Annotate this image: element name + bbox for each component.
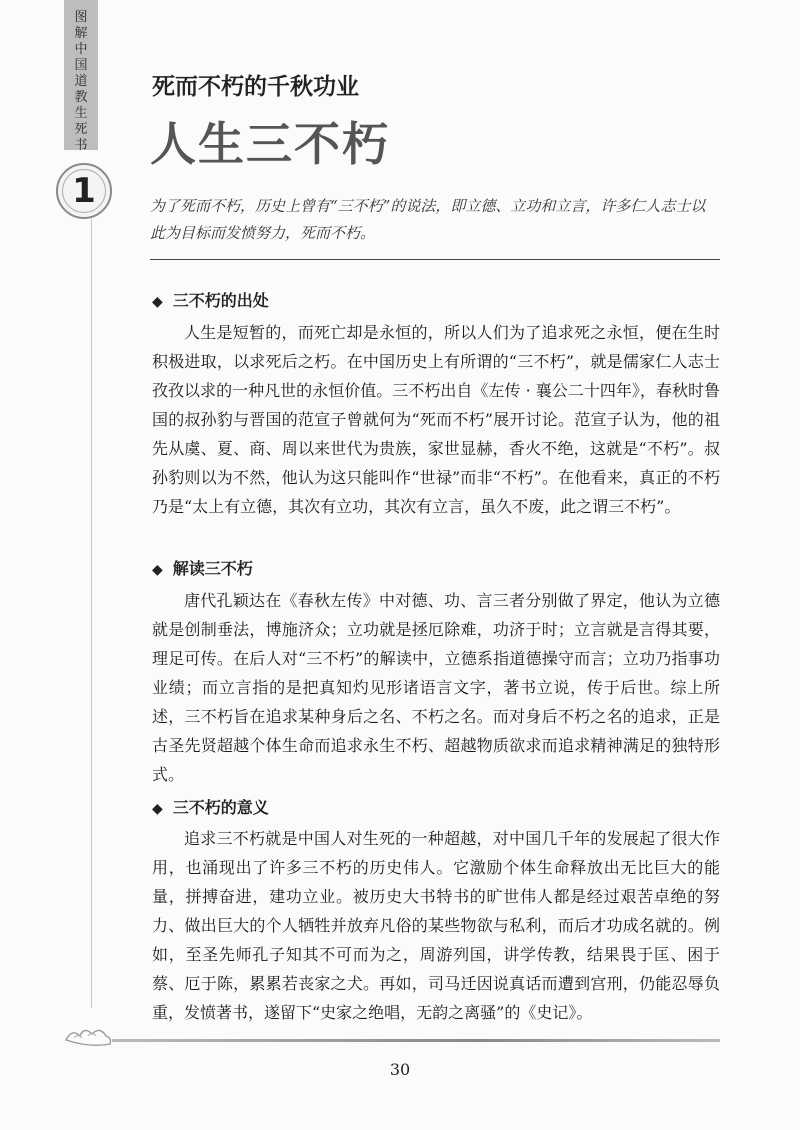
section-text-origin: 人生是短暂的，而死亡却是永恒的，所以人们为了追求死之永恒，便在生时积极进取，以求死后之朽。在中国历史上有所谓的“三不朽”，就是儒家仁人志士孜孜以求的一种凡世的永恒价值。三不朽出自《左传 · 襄公二十四年》，春秋时鲁国的叔孙豹与晋国的范宣子曾就何为“死而不朽”展开讨论。范宣子认为，他的祖先从虞、夏、商、周以来世代为贵族，家世显赫，香火不绝，这就是“不朽”。叔孙豹则以为不然，他认为这只能叫作“世禄”而非“不朽”。在他看来，真正的不朽乃是“太上有立德，其次有立功，其次有立言，虽久不废，此之谓三不朽”。 — [152, 323, 720, 516]
page-subtitle: 死而不朽的千秋功业 — [152, 74, 359, 100]
intro-text: 为了死而不朽，历史上曾有“三不朽”的说法，即立德、立功和立言，许多仁人志士以此为目标而发愤努力，死而不朽。 — [150, 197, 706, 242]
chapter-number: 1 — [62, 169, 106, 213]
side-divider — [91, 218, 92, 1008]
chapter-badge — [56, 163, 112, 219]
diamond-bullet-icon: ◆ — [152, 801, 163, 817]
section-heading-meaning: ◆ 三不朽的意义 — [152, 798, 269, 817]
page-title: 人生三不朽 — [150, 117, 390, 171]
section-text-meaning: 追求三不朽就是中国人对生死的一种超越，对中国几千年的发展起了很大作用，也涌现出了许多三不朽的历史伟人。它激励个体生命释放出无比巨大的能量，拼搏奋进，建功立业。被历史大书特书的旷世伟人都是经过艰苦卓绝的努力、做出巨大的个人牺牲并放弃凡俗的某些物欲与私利，而后才功成名就的。例如，至圣先师孔子知其不可而为之，周游列国，讲学传教，结果畏于匡、困于蔡、厄于陈，累累若丧家之犬。再如，司马迁因说真话而遭到宫刑，仍能忍辱负重，发愤著书，遂留下“史家之绝唱，无韵之离骚”的《史记》。 — [152, 829, 720, 1022]
diamond-bullet-icon: ◆ — [152, 294, 163, 310]
book-title-tab — [64, 0, 98, 153]
footer-divider — [112, 1039, 720, 1042]
page-number: 30 — [389, 1060, 411, 1079]
cloud-ornament-icon — [62, 1020, 114, 1050]
section-heading-origin: ◆ 三不朽的出处 — [152, 291, 269, 310]
section-heading-interpretation: ◆ 解读三不朽 — [152, 559, 253, 578]
diamond-bullet-icon: ◆ — [152, 562, 163, 578]
book-title-vertical: 图解中国道教生死书 — [74, 10, 88, 153]
section-text-interpretation: 唐代孔颖达在《春秋左传》中对德、功、言三者分别做了界定，他认为立德就是创制垂法，博施济众；立功就是拯厄除难，功济于时；立言就是言得其要，理足可传。在后人对“三不朽”的解读中，立德系指道德操守而言；立功乃指事功业绩；而立言指的是把真知灼见形诸语言文字，著书立说，传于后世。综上所述，三不朽旨在追求某种身后之名、不朽之名。而对身后不朽之名的追求，正是古圣先贤超越个体生命而追求永生不朽、超越物质欲求而追求精神满足的独特形式。 — [152, 591, 720, 784]
intro-divider — [150, 259, 720, 260]
